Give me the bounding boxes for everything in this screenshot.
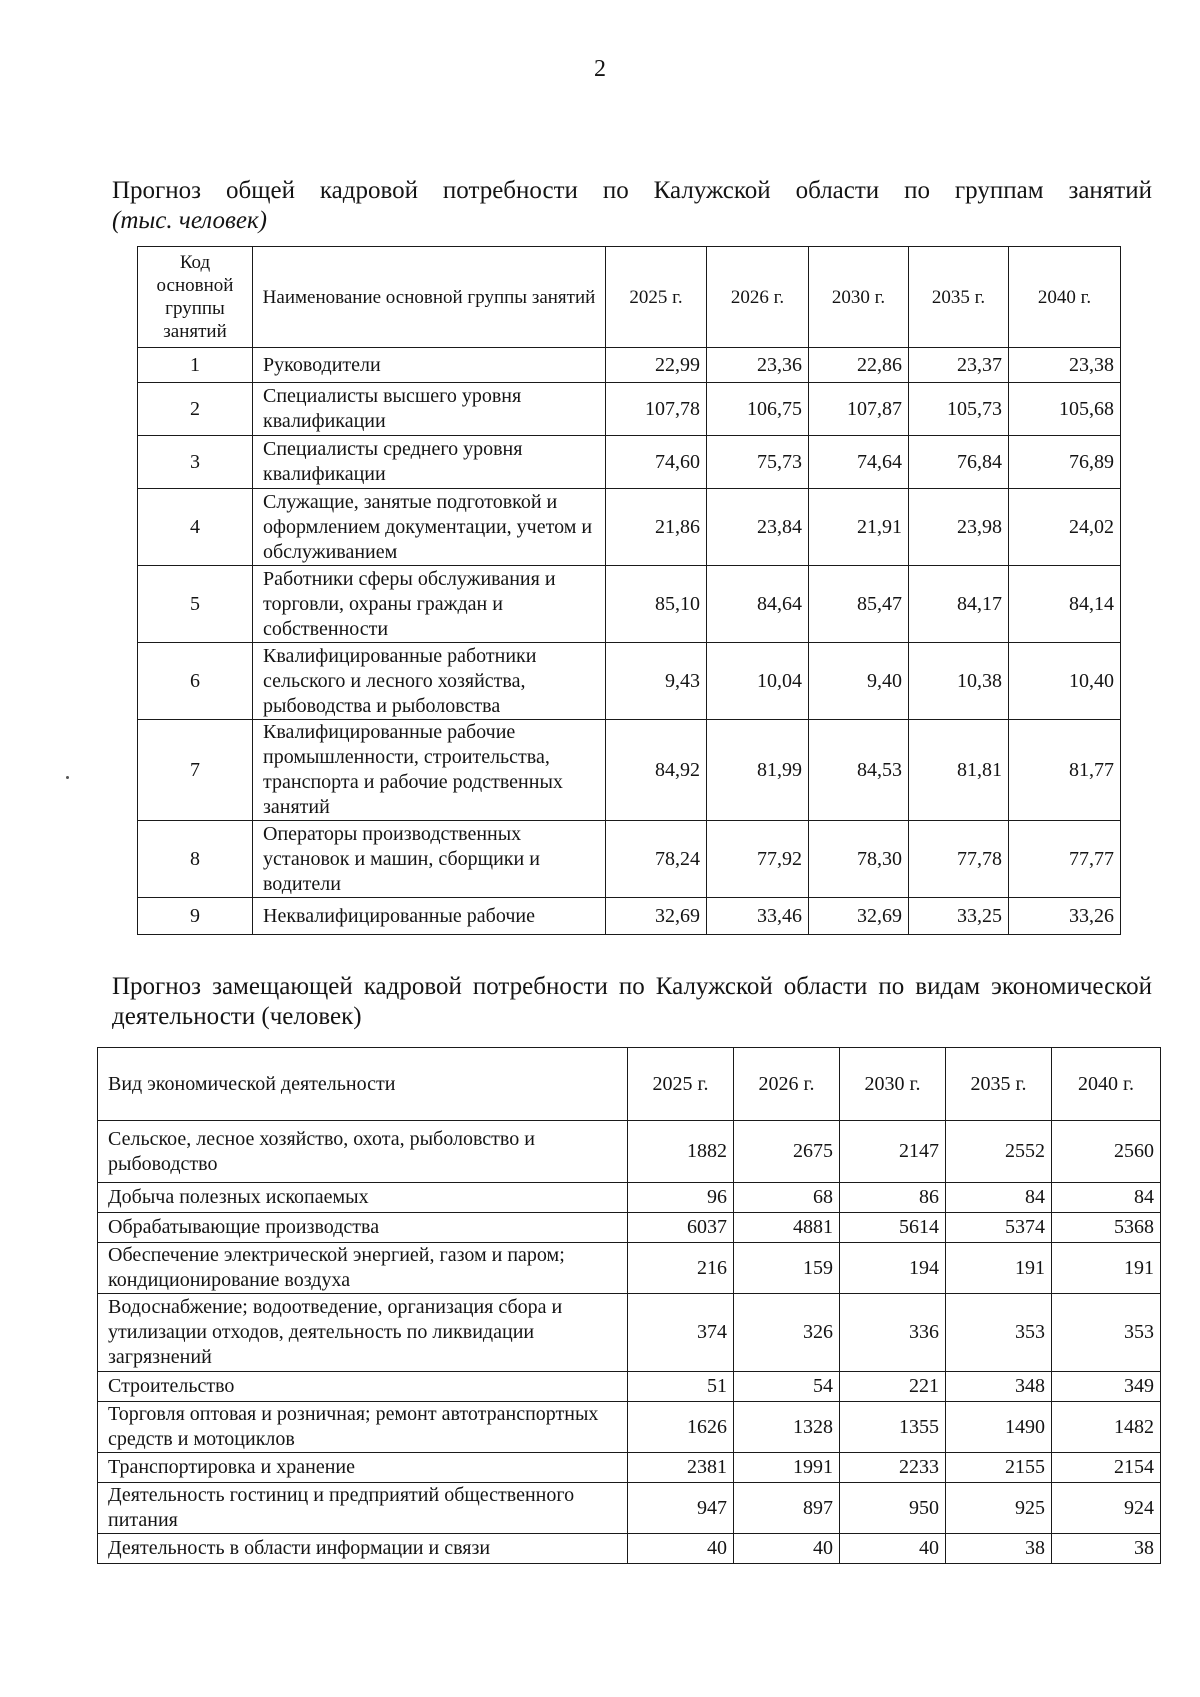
forecast-value: 40	[840, 1534, 946, 1564]
forecast-value: 76,89	[1009, 436, 1121, 489]
forecast-value: 1882	[628, 1121, 734, 1183]
forecast-value: 23,98	[909, 489, 1009, 566]
activity-name: Торговля оптовая и розничная; ремонт автотранспортных средств и мотоциклов	[98, 1402, 628, 1453]
forecast-value: 21,91	[809, 489, 909, 566]
row-code: 6	[138, 643, 253, 720]
forecast-value: 21,86	[606, 489, 707, 566]
forecast-value: 2147	[840, 1121, 946, 1183]
table1-unit: (тыс. человек)	[112, 207, 267, 234]
forecast-value: 353	[946, 1294, 1052, 1372]
table1-row	[138, 720, 1121, 821]
forecast-value: 374	[628, 1294, 734, 1372]
table2-heading	[112, 972, 1152, 1032]
occupation-group-name: Квалифицированные рабочие промышленности, строительства, транспорта и рабочие родственных занятий	[253, 720, 606, 821]
table2-header-row	[98, 1048, 1161, 1121]
forecast-value: 925	[946, 1483, 1052, 1534]
forecast-value: 336	[840, 1294, 946, 1372]
forecast-value: 32,69	[809, 898, 909, 935]
row-code: 8	[138, 821, 253, 898]
forecast-value: 950	[840, 1483, 946, 1534]
forecast-value: 1991	[734, 1453, 840, 1483]
forecast-value: 81,77	[1009, 720, 1121, 821]
table1-row	[138, 348, 1121, 383]
table1-header-year: 2026 г.	[707, 247, 809, 348]
forecast-value: 10,04	[707, 643, 809, 720]
forecast-value: 23,36	[707, 348, 809, 383]
forecast-value: 84	[1052, 1183, 1161, 1213]
forecast-value: 24,02	[1009, 489, 1121, 566]
forecast-value: 32,69	[606, 898, 707, 935]
forecast-value: 2233	[840, 1453, 946, 1483]
forecast-value: 2552	[946, 1121, 1052, 1183]
forecast-value: 10,38	[909, 643, 1009, 720]
forecast-value: 78,24	[606, 821, 707, 898]
forecast-value: 85,47	[809, 566, 909, 643]
forecast-value: 4881	[734, 1213, 840, 1243]
forecast-value: 22,99	[606, 348, 707, 383]
forecast-value: 74,64	[809, 436, 909, 489]
forecast-value: 84,14	[1009, 566, 1121, 643]
forecast-value: 84,64	[707, 566, 809, 643]
forecast-value: 9,40	[809, 643, 909, 720]
forecast-value: 33,26	[1009, 898, 1121, 935]
table2-header-year: 2026 г.	[734, 1048, 840, 1121]
forecast-value: 77,92	[707, 821, 809, 898]
activity-name: Транспортировка и хранение	[98, 1453, 628, 1483]
economic-activities-table	[97, 1047, 1161, 1564]
forecast-value: 86	[840, 1183, 946, 1213]
table1-row	[138, 566, 1121, 643]
table2-row	[98, 1183, 1161, 1213]
forecast-value: 23,37	[909, 348, 1009, 383]
activity-name: Строительство	[98, 1372, 628, 1402]
scan-speck	[66, 776, 69, 779]
forecast-value: 23,38	[1009, 348, 1121, 383]
forecast-value: 2381	[628, 1453, 734, 1483]
forecast-value: 40	[628, 1534, 734, 1564]
activity-name: Обрабатывающие производства	[98, 1213, 628, 1243]
table2-row	[98, 1483, 1161, 1534]
forecast-value: 105,73	[909, 383, 1009, 436]
activity-name: Обеспечение электрической энергией, газом и паром; кондиционирование воздуха	[98, 1243, 628, 1294]
forecast-value: 84,53	[809, 720, 909, 821]
forecast-value: 326	[734, 1294, 840, 1372]
table2-header-year: 2040 г.	[1052, 1048, 1161, 1121]
forecast-value: 33,25	[909, 898, 1009, 935]
forecast-value: 10,40	[1009, 643, 1121, 720]
forecast-value: 76,84	[909, 436, 1009, 489]
forecast-value: 191	[946, 1243, 1052, 1294]
table1-header-year: 2040 г.	[1009, 247, 1121, 348]
row-code: 4	[138, 489, 253, 566]
forecast-value: 77,77	[1009, 821, 1121, 898]
table2-row	[98, 1534, 1161, 1564]
forecast-value: 22,86	[809, 348, 909, 383]
forecast-value: 38	[1052, 1534, 1161, 1564]
forecast-value: 947	[628, 1483, 734, 1534]
forecast-value: 9,43	[606, 643, 707, 720]
table1-row	[138, 898, 1121, 935]
row-code: 3	[138, 436, 253, 489]
occupation-group-name: Специалисты высшего уровня квалификации	[253, 383, 606, 436]
activity-name: Деятельность гостиниц и предприятий общественного питания	[98, 1483, 628, 1534]
forecast-value: 107,78	[606, 383, 707, 436]
row-code: 2	[138, 383, 253, 436]
forecast-value: 78,30	[809, 821, 909, 898]
activity-name: Деятельность в области информации и связи	[98, 1534, 628, 1564]
forecast-value: 2155	[946, 1453, 1052, 1483]
table1-row	[138, 821, 1121, 898]
occupation-group-name: Служащие, занятые подготовкой и оформлением документации, учетом и обслуживанием	[253, 489, 606, 566]
forecast-value: 924	[1052, 1483, 1161, 1534]
forecast-value: 5374	[946, 1213, 1052, 1243]
forecast-value: 349	[1052, 1372, 1161, 1402]
forecast-value: 194	[840, 1243, 946, 1294]
table1-title: Прогноз общей кадровой потребности по Калужской области по группам занятий	[112, 177, 1152, 204]
forecast-value: 1490	[946, 1402, 1052, 1453]
forecast-value: 84,92	[606, 720, 707, 821]
row-code: 5	[138, 566, 253, 643]
forecast-value: 96	[628, 1183, 734, 1213]
forecast-value: 216	[628, 1243, 734, 1294]
forecast-value: 1355	[840, 1402, 946, 1453]
page-number: 2	[594, 56, 606, 82]
forecast-value: 40	[734, 1534, 840, 1564]
forecast-value: 81,81	[909, 720, 1009, 821]
table2-row	[98, 1453, 1161, 1483]
forecast-value: 38	[946, 1534, 1052, 1564]
forecast-value: 897	[734, 1483, 840, 1534]
activity-name: Водоснабжение; водоотведение, организация сбора и утилизации отходов, деятельность по ликвидации загрязнений	[98, 1294, 628, 1372]
table1-header-year: 2035 г.	[909, 247, 1009, 348]
row-code: 1	[138, 348, 253, 383]
forecast-value: 74,60	[606, 436, 707, 489]
forecast-value: 81,99	[707, 720, 809, 821]
forecast-value: 75,73	[707, 436, 809, 489]
forecast-value: 84	[946, 1183, 1052, 1213]
forecast-value: 77,78	[909, 821, 1009, 898]
forecast-value: 2675	[734, 1121, 840, 1183]
table2-header-year: 2035 г.	[946, 1048, 1052, 1121]
forecast-value: 85,10	[606, 566, 707, 643]
table1-header-code: Код основной группы занятий	[138, 247, 253, 348]
occupation-group-name: Работники сферы обслуживания и торговли, охраны граждан и собственности	[253, 566, 606, 643]
table2-header-year: 2030 г.	[840, 1048, 946, 1121]
table2-row	[98, 1121, 1161, 1183]
forecast-value: 353	[1052, 1294, 1161, 1372]
forecast-value: 106,75	[707, 383, 809, 436]
forecast-value: 221	[840, 1372, 946, 1402]
forecast-value: 107,87	[809, 383, 909, 436]
table1-heading	[112, 176, 1152, 236]
occupation-groups-table	[137, 246, 1121, 935]
row-code: 7	[138, 720, 253, 821]
table2-row	[98, 1372, 1161, 1402]
table1-row	[138, 489, 1121, 566]
table2-row	[98, 1243, 1161, 1294]
table1-row	[138, 436, 1121, 489]
table1-header-year: 2025 г.	[606, 247, 707, 348]
activity-name: Добыча полезных ископаемых	[98, 1183, 628, 1213]
row-code: 9	[138, 898, 253, 935]
forecast-value: 2154	[1052, 1453, 1161, 1483]
forecast-value: 23,84	[707, 489, 809, 566]
forecast-value: 159	[734, 1243, 840, 1294]
forecast-value: 54	[734, 1372, 840, 1402]
activity-name: Сельское, лесное хозяйство, охота, рыболовство и рыбоводство	[98, 1121, 628, 1183]
table2-header-name: Вид экономической деятельности	[98, 1048, 628, 1121]
occupation-group-name: Операторы производственных установок и машин, сборщики и водители	[253, 821, 606, 898]
table2-row	[98, 1402, 1161, 1453]
table2-row	[98, 1294, 1161, 1372]
forecast-value: 1482	[1052, 1402, 1161, 1453]
occupation-group-name: Неквалифицированные рабочие	[253, 898, 606, 935]
forecast-value: 105,68	[1009, 383, 1121, 436]
occupation-group-name: Специалисты среднего уровня квалификации	[253, 436, 606, 489]
forecast-value: 1328	[734, 1402, 840, 1453]
table1-header-name: Наименование основной группы занятий	[253, 247, 606, 348]
table2-row	[98, 1213, 1161, 1243]
forecast-value: 51	[628, 1372, 734, 1402]
forecast-value: 6037	[628, 1213, 734, 1243]
table2-header-year: 2025 г.	[628, 1048, 734, 1121]
table1-row	[138, 643, 1121, 720]
table1-header-year: 2030 г.	[809, 247, 909, 348]
forecast-value: 84,17	[909, 566, 1009, 643]
occupation-group-name: Квалифицированные работники сельского и лесного хозяйства, рыбоводства и рыболовства	[253, 643, 606, 720]
forecast-value: 33,46	[707, 898, 809, 935]
forecast-value: 348	[946, 1372, 1052, 1402]
forecast-value: 1626	[628, 1402, 734, 1453]
forecast-value: 191	[1052, 1243, 1161, 1294]
table1-row	[138, 383, 1121, 436]
table1-header-row	[138, 247, 1121, 348]
forecast-value: 5614	[840, 1213, 946, 1243]
table2-title: Прогноз замещающей кадровой потребности по Калужской области по видам экономической деятельности (человек)	[112, 973, 1152, 1030]
forecast-value: 5368	[1052, 1213, 1161, 1243]
forecast-value: 2560	[1052, 1121, 1161, 1183]
forecast-value: 68	[734, 1183, 840, 1213]
occupation-group-name: Руководители	[253, 348, 606, 383]
